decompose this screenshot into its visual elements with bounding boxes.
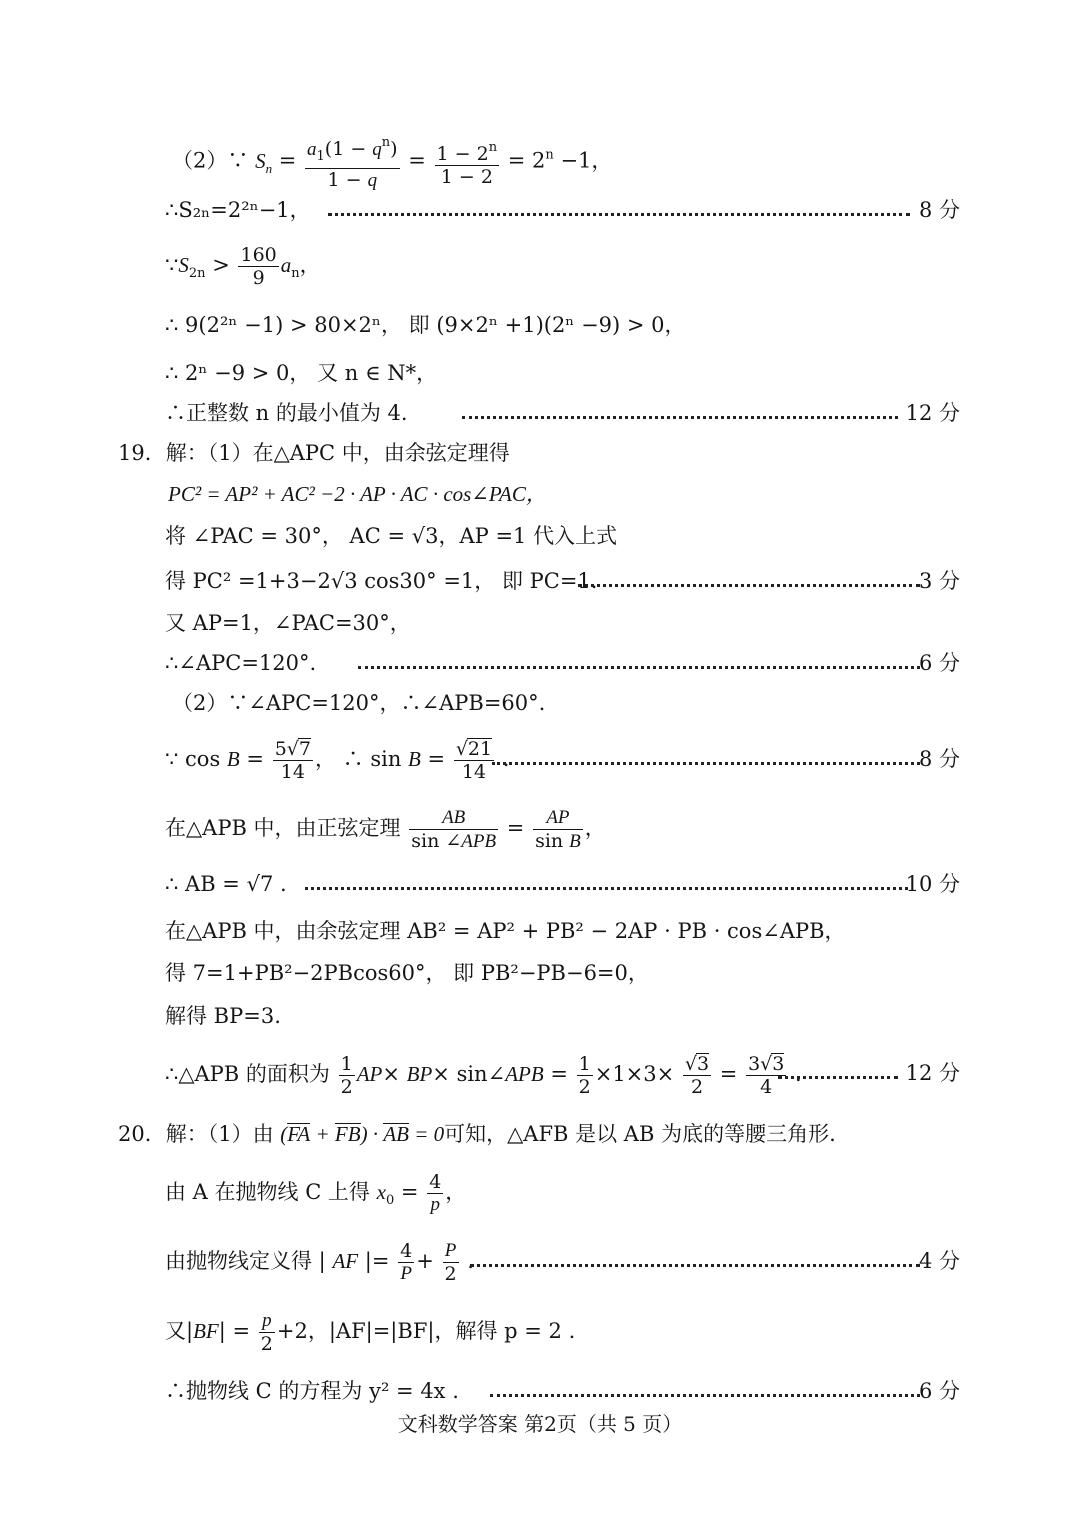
fraction-area-result: $\frac{3√3}{4}$ [748, 1053, 785, 1098]
line-text: 解得 BP=3. [165, 1004, 281, 1028]
line-text: 得 7=1+PB²−2PBcos60°， 即 PB²−PB−6=0， [165, 961, 649, 985]
fraction-half: $\frac{1}{2}$ [340, 1053, 353, 1098]
q20-bf: 又|BF| = $\frac{p}{2}$ +2，|AF|=|BF|，解得 p = 2 . [165, 1310, 576, 1355]
line-text: ∴△APB 的面积为 [165, 1062, 330, 1086]
fraction-half-2: $\frac{1}{2}$ [578, 1053, 591, 1098]
line-inequality: $\because S_{2n}$ > $\frac{160}{9}$ $a_n$， [165, 244, 321, 289]
fraction-sum-formula: $\frac{a_1(1 - q^n)}{1 - q}$ [305, 132, 400, 192]
fraction-p-2: $\frac{p}{2}$ [260, 1310, 273, 1355]
line-text: ∴ 9(2²ⁿ −1) > 80×2ⁿ， 即 (9×2ⁿ +1)(2ⁿ −9) > 0， [165, 313, 686, 337]
because-symbol: ∵ [165, 253, 179, 277]
fraction-sum-value: $\frac{1 - 2^n}{1 - 2}$ [435, 137, 500, 188]
q19-quadratic [0, 953, 1080, 993]
q19-substitute [0, 516, 1080, 556]
line-2n-minus-9 [0, 353, 1080, 393]
line-text: ，|AF|=|BF|，解得 p = 2 . [307, 1319, 576, 1343]
q19-ab-value [0, 864, 1080, 904]
dotted-leader [778, 1053, 898, 1093]
line-text: ∴∠APC=120°. [165, 651, 317, 675]
line-text: 将 ∠PAC = 30°， AC = √3，AP =1 代入上式 [165, 524, 618, 548]
sub-question-label: （2）∵ [172, 148, 249, 173]
vector-expression: (FA + FB) · AB = 0 [280, 1122, 445, 1146]
line-text: （2）∵∠APC=120°，∴∠APB=60°. [172, 691, 546, 715]
q19-part2 [0, 683, 1080, 723]
fraction-4-p: $\frac{4}{p}$ [429, 1171, 442, 1215]
score-mark: 8 分 [918, 198, 960, 222]
fraction-ab-sin-apb: $\frac{AB}{\text{sin ∠APB}}$ [411, 806, 497, 852]
line-text: 又 [165, 1319, 186, 1343]
q19-law-of-cosines [0, 474, 1080, 514]
dotted-leader [470, 1241, 920, 1281]
question-20-heading [0, 1114, 1080, 1154]
q19-ap-pac [0, 603, 1080, 643]
line-text: 由 A 在抛物线 C 上得 [165, 1180, 370, 1204]
dotted-leader [578, 561, 920, 601]
score-mark: 3 分 [918, 569, 960, 593]
fraction-cosb: $\frac{5√7}{14}$ [274, 738, 311, 783]
score-mark: 6 分 [918, 651, 960, 675]
line-text: 20．解：（1）由 [118, 1122, 274, 1146]
line-text: 由抛物线定义得 [165, 1249, 312, 1273]
line-text: ∴正整数 n 的最小值为 4. [165, 401, 408, 425]
line-text: 可知，△AFB 是以 AB 为底的等腰三角形. [444, 1122, 836, 1146]
line-text: ∴抛物线 C 的方程为 y² = 4x . [165, 1379, 459, 1403]
q20-af: 由抛物线定义得 | AF |= $\frac{4}{P}$ + $\frac{P}{2}$ . 4 分 [165, 1240, 960, 1285]
line-sn-formula: （2）∵ $S_n$ = $\frac{a_1(1 - q^n)}{1 - q}$ = $\frac{1 - 2^n}{1 - 2}$ = $2^n -1$， [0, 132, 1080, 178]
q19-law-of-sines: 在△APB 中，由正弦定理 $\frac{AB}{\text{sin ∠APB}}$ = $\frac{AP}{\text{sin B}}$ ， [165, 806, 606, 852]
score-mark: 6 分 [918, 1379, 960, 1403]
q19-area: ∴△APB 的面积为 $\frac{1}{2}$ AP× BP× sin∠APB = $\frac{1}{2}$ ×1×3× $\frac{√3}{2}$ = $\frac{3√3}{4}$ . 12 分 [165, 1053, 960, 1098]
line-expand [0, 305, 1080, 345]
score-mark: 10 分 [905, 872, 960, 896]
question-19-heading [0, 433, 1080, 473]
line-text: 又 AP=1，∠PAC=30°， [165, 611, 411, 635]
line-s2n [0, 190, 1080, 230]
q19-cosb-sinb: ∵ cos B = $\frac{5√7}{14}$ ， ∴ sin B = $\frac{√21}{14}$ . 8 分 [165, 738, 960, 783]
line-text: PC² = AP² + AC² −2 · AP · AC · cos∠PAC， [168, 482, 547, 506]
q20-x0: 由 A 在抛物线 C 上得 $x_0$ = $\frac{4}{p}$ ， [165, 1171, 467, 1215]
fraction-sinb: $\frac{√21}{14}$ [455, 738, 493, 783]
dotted-leader [328, 190, 910, 230]
q19-bp-value [0, 996, 1080, 1036]
fraction-4-P: $\frac{4}{P}$ [400, 1240, 413, 1284]
score-mark: 8 分 [918, 747, 960, 771]
q19-pc-result [0, 561, 1080, 601]
fraction-sqrt3-2: $\frac{√3}{2}$ [684, 1053, 710, 1098]
line-text: 在△APB 中，由余弦定理 AB² = AP² + PB² − 2AP · PB · cos∠APB， [165, 919, 846, 943]
math-sn: $S_n$ [255, 148, 273, 176]
page-footer: 文科数学答案 第2页（共 5 页） [397, 1412, 683, 1436]
score-mark: 12 分 [905, 1061, 960, 1085]
q19-cos-law-apb [0, 911, 1080, 951]
q19-apc-angle [0, 643, 1080, 683]
line-text: 19．解：（1）在△APC 中，由余弦定理得 [118, 441, 510, 465]
score-mark: 12 分 [905, 401, 960, 425]
line-min-n [0, 393, 1080, 433]
dotted-leader [358, 643, 920, 683]
score-mark: 4 分 [918, 1249, 960, 1273]
line-text: ∴S₂ₙ=2²ⁿ−1， [165, 198, 311, 222]
fraction-P-2: $\frac{P}{2}$ [444, 1240, 457, 1285]
fraction-160-9: $\frac{160}{9}$ [240, 244, 277, 289]
line-text: ∴ AB = √7 . [165, 872, 287, 896]
line-text: 得 PC² =1+3−2√3 cos30° =1， 即 PC=1. [165, 569, 598, 593]
line-text: ∴ 2ⁿ −9 > 0， 又 n ∈ N*， [165, 361, 438, 385]
dotted-leader [305, 864, 908, 904]
line-text: 在△APB 中，由正弦定理 [165, 816, 401, 840]
dotted-leader [462, 393, 898, 433]
fraction-ap-sin-b: $\frac{AP}{\text{sin B}}$ [535, 806, 581, 852]
dotted-leader [492, 739, 920, 779]
